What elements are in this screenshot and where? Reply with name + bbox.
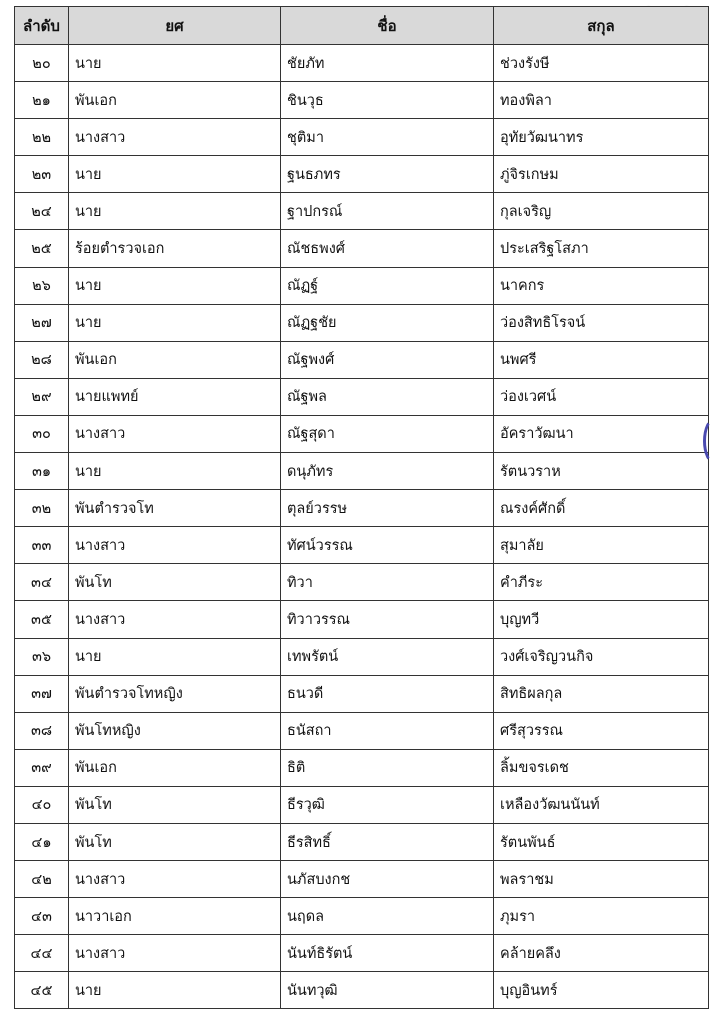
first-name-cell: นฤดล <box>281 898 494 935</box>
first-name-cell: ณัฐสุดา <box>281 415 494 452</box>
rank-cell: พันตำรวจโทหญิง <box>69 675 281 712</box>
order-cell: ๒๘ <box>15 341 69 378</box>
table-row <box>15 675 709 712</box>
surname-cell: คำภีระ <box>494 564 709 601</box>
surname-cell: สุมาลัย <box>494 527 709 564</box>
header-rank: ยศ <box>69 7 281 45</box>
order-cell: ๔๑ <box>15 823 69 860</box>
first-name-cell: ทิวา <box>281 564 494 601</box>
table-row <box>15 527 709 564</box>
header-surname: สกุล <box>494 7 709 45</box>
rank-cell: พันโทหญิง <box>69 712 281 749</box>
rank-cell: นาย <box>69 304 281 341</box>
table-row <box>15 230 709 267</box>
table-row <box>15 972 709 1009</box>
order-cell: ๒๙ <box>15 378 69 415</box>
rank-cell: นาย <box>69 156 281 193</box>
first-name-cell: เทพรัตน์ <box>281 638 494 675</box>
order-cell: ๒๓ <box>15 156 69 193</box>
rank-cell: นางสาว <box>69 119 281 156</box>
order-cell: ๔๔ <box>15 935 69 972</box>
table-row <box>15 638 709 675</box>
order-cell: ๓๗ <box>15 675 69 712</box>
rank-cell: พันเอก <box>69 82 281 119</box>
rank-cell: นางสาว <box>69 415 281 452</box>
table-body <box>15 45 709 1009</box>
surname-cell: สิทธิผลกุล <box>494 675 709 712</box>
first-name-cell: ชุติมา <box>281 119 494 156</box>
surname-cell: คล้ายคลึง <box>494 935 709 972</box>
rank-cell: นาย <box>69 45 281 82</box>
order-cell: ๔๐ <box>15 786 69 823</box>
table-row <box>15 82 709 119</box>
first-name-cell: ทัศน์วรรณ <box>281 527 494 564</box>
surname-cell: รัตนวราห <box>494 453 709 490</box>
surname-cell: กุลเจริญ <box>494 193 709 230</box>
first-name-cell: ธีรวุฒิ <box>281 786 494 823</box>
surname-cell: เหลืองวัฒนนันท์ <box>494 786 709 823</box>
order-cell: ๒๖ <box>15 267 69 304</box>
surname-cell: อุทัยวัฒนาทร <box>494 119 709 156</box>
order-cell: ๔๕ <box>15 972 69 1009</box>
header-first-name: ชื่อ <box>281 7 494 45</box>
order-cell: ๓๕ <box>15 601 69 638</box>
table-row <box>15 267 709 304</box>
surname-cell: วงศ์เจริญวนกิจ <box>494 638 709 675</box>
surname-cell: ภุมรา <box>494 898 709 935</box>
rank-cell: นายแพทย์ <box>69 378 281 415</box>
rank-cell: ร้อยตำรวจเอก <box>69 230 281 267</box>
table-row <box>15 861 709 898</box>
order-cell: ๒๗ <box>15 304 69 341</box>
table-row <box>15 341 709 378</box>
first-name-cell: ตุลย์วรรษ <box>281 490 494 527</box>
order-cell: ๔๒ <box>15 861 69 898</box>
first-name-cell: นภัสบงกช <box>281 861 494 898</box>
table-row <box>15 304 709 341</box>
header-row <box>15 7 709 45</box>
rank-cell: พันเอก <box>69 341 281 378</box>
order-cell: ๔๓ <box>15 898 69 935</box>
order-cell: ๓๙ <box>15 749 69 786</box>
surname-cell: อัคราวัฒนา <box>494 415 709 452</box>
first-name-cell: ทิวาวรรณ <box>281 601 494 638</box>
rank-cell: พันเอก <box>69 749 281 786</box>
rank-cell: นางสาว <box>69 861 281 898</box>
name-list-table <box>14 6 709 1009</box>
surname-cell: ภู่จิรเกษม <box>494 156 709 193</box>
rank-cell: นาย <box>69 453 281 490</box>
table-row <box>15 119 709 156</box>
surname-cell: ศรีสุวรรณ <box>494 712 709 749</box>
rank-cell: นาย <box>69 193 281 230</box>
order-cell: ๓๘ <box>15 712 69 749</box>
order-cell: ๒๒ <box>15 119 69 156</box>
table-row <box>15 823 709 860</box>
surname-cell: นาคกร <box>494 267 709 304</box>
table-row <box>15 45 709 82</box>
surname-cell: ว่องสิทธิโรจน์ <box>494 304 709 341</box>
first-name-cell: ธนัสถา <box>281 712 494 749</box>
table-row <box>15 749 709 786</box>
rank-cell: พันโท <box>69 786 281 823</box>
rank-cell: นางสาว <box>69 527 281 564</box>
first-name-cell: ชัยภัท <box>281 45 494 82</box>
surname-cell: บุญทวี <box>494 601 709 638</box>
rank-cell: นาย <box>69 638 281 675</box>
header-order: ลำดับ <box>15 7 69 45</box>
order-cell: ๓๔ <box>15 564 69 601</box>
surname-cell: นพศรี <box>494 341 709 378</box>
first-name-cell: ณัฏฐ์ <box>281 267 494 304</box>
rank-cell: พันตำรวจโท <box>69 490 281 527</box>
first-name-cell: ธิติ <box>281 749 494 786</box>
first-name-cell: ชินวุธ <box>281 82 494 119</box>
table-row <box>15 490 709 527</box>
rank-cell: นางสาว <box>69 935 281 972</box>
rank-cell: นาย <box>69 267 281 304</box>
first-name-cell: ณัชธพงศ์ <box>281 230 494 267</box>
first-name-cell: นันท์ธิรัตน์ <box>281 935 494 972</box>
order-cell: ๓๒ <box>15 490 69 527</box>
first-name-cell: ณัฐพล <box>281 378 494 415</box>
table-row <box>15 453 709 490</box>
table-row <box>15 378 709 415</box>
rank-cell: พันโท <box>69 823 281 860</box>
surname-cell: ณรงค์ศักดิ์ <box>494 490 709 527</box>
table-row <box>15 156 709 193</box>
rank-cell: นาวาเอก <box>69 898 281 935</box>
first-name-cell: ดนุภัทร <box>281 453 494 490</box>
surname-cell: พลราชม <box>494 861 709 898</box>
table-row <box>15 564 709 601</box>
order-cell: ๒๐ <box>15 45 69 82</box>
name-list-document <box>14 6 708 1009</box>
surname-cell: บุญอินทร์ <box>494 972 709 1009</box>
order-cell: ๒๑ <box>15 82 69 119</box>
surname-cell: ทองพิลา <box>494 82 709 119</box>
first-name-cell: ฐนธภทร <box>281 156 494 193</box>
table-row <box>15 898 709 935</box>
first-name-cell: ฐาปกรณ์ <box>281 193 494 230</box>
table-row <box>15 786 709 823</box>
table-row <box>15 935 709 972</box>
surname-cell: รัตนพันธ์ <box>494 823 709 860</box>
order-cell: ๓๓ <box>15 527 69 564</box>
order-cell: ๓๐ <box>15 415 69 452</box>
order-cell: ๓๑ <box>15 453 69 490</box>
first-name-cell: ณัฐพงศ์ <box>281 341 494 378</box>
rank-cell: นางสาว <box>69 601 281 638</box>
surname-cell: ว่องเวศน์ <box>494 378 709 415</box>
surname-cell: ประเสริฐโสภา <box>494 230 709 267</box>
first-name-cell: ธนวดี <box>281 675 494 712</box>
table-row <box>15 415 709 452</box>
order-cell: ๓๖ <box>15 638 69 675</box>
rank-cell: นาย <box>69 972 281 1009</box>
rank-cell: พันโท <box>69 564 281 601</box>
order-cell: ๒๕ <box>15 230 69 267</box>
table-row <box>15 193 709 230</box>
first-name-cell: ธีรสิทธิ์ <box>281 823 494 860</box>
order-cell: ๒๔ <box>15 193 69 230</box>
table-row <box>15 601 709 638</box>
table-row <box>15 712 709 749</box>
first-name-cell: ณัฏฐชัย <box>281 304 494 341</box>
first-name-cell: นันทวุฒิ <box>281 972 494 1009</box>
surname-cell: ช่วงรังษี <box>494 45 709 82</box>
surname-cell: ลิ้มขจรเดช <box>494 749 709 786</box>
